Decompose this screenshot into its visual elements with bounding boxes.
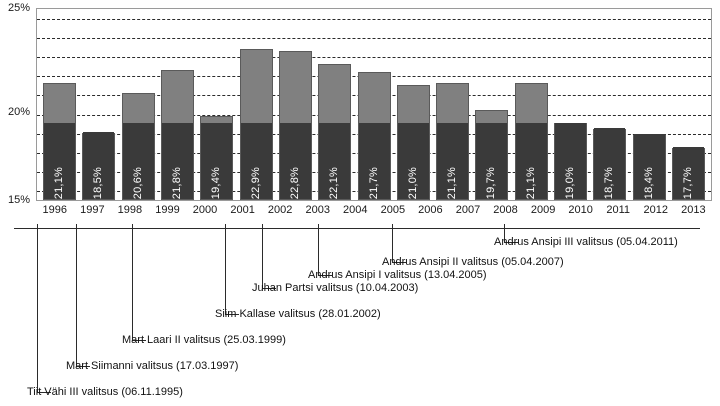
x-tick-2007: 2007	[455, 204, 481, 216]
annotation-label-1999: Mart Laari II valitsus (25.03.1999)	[122, 334, 286, 346]
bar-value-label: 21,1%	[524, 166, 537, 199]
x-tick-2008: 2008	[493, 204, 518, 216]
leader-line	[132, 228, 133, 340]
annotation-label-1996: Tiit Vähi III valitsus (06.11.1995)	[27, 386, 183, 398]
bar-2008[interactable]	[515, 83, 548, 200]
bar-slot	[315, 9, 354, 200]
x-tick-2010: 2010	[568, 204, 593, 216]
bar-slot	[394, 9, 433, 200]
bar-value-label: 22,1%	[328, 166, 341, 199]
bar-1999[interactable]	[161, 70, 194, 200]
leader-line	[225, 228, 226, 314]
bar-value-label: 19,7%	[485, 166, 498, 199]
x-tick-labels	[36, 201, 712, 216]
bar-slot	[590, 9, 629, 200]
bar-2011[interactable]	[633, 135, 666, 200]
x-tick-2011: 2011	[606, 204, 631, 216]
x-tick-1997: 1997	[80, 204, 105, 216]
bar-1996[interactable]	[43, 83, 76, 200]
bar-1997[interactable]	[82, 133, 115, 200]
y-axis	[0, 0, 34, 206]
bar-2005[interactable]	[397, 85, 430, 200]
bar-value-label: 21,8%	[171, 166, 184, 199]
x-tick-2012: 2012	[643, 204, 669, 216]
x-tick-2009: 2009	[530, 204, 556, 216]
bar-value-label: 22,8%	[288, 166, 301, 199]
bar-slot	[354, 9, 393, 200]
plot-frame	[36, 8, 712, 200]
bar-value-label: 19,0%	[564, 166, 576, 199]
bar-2000[interactable]	[200, 116, 233, 200]
leader-line	[76, 228, 77, 366]
x-tick-1998: 1998	[117, 204, 143, 216]
x-tick-2002: 2002	[267, 204, 293, 216]
bar-2001[interactable]	[240, 49, 273, 200]
bar-slot	[79, 9, 118, 200]
bar-value-label: 19,4%	[210, 166, 223, 199]
bar-value-label: 20,6%	[131, 166, 144, 199]
annotation-label-2003: Juhan Partsi valitsus (10.04.2003)	[252, 282, 419, 294]
bar-slot	[669, 9, 708, 200]
bar-slot	[119, 9, 158, 200]
bar-value-label: 18,5%	[92, 166, 105, 199]
bar-value-label: 21,1%	[53, 166, 66, 199]
bar-series	[37, 9, 711, 200]
bar-2003[interactable]	[318, 64, 351, 200]
bar-2002[interactable]	[279, 51, 312, 200]
leader-line	[318, 228, 319, 275]
bar-slot	[276, 9, 315, 200]
bar-2010[interactable]	[593, 129, 626, 200]
bar-slot	[40, 9, 79, 200]
annotation-label-2007: Andrus Ansipi II valitsus (05.04.2007)	[382, 256, 564, 268]
bar-value-label: 18,4%	[642, 166, 655, 199]
x-tick-2013: 2013	[681, 204, 706, 216]
bar-slot	[512, 9, 551, 200]
bar-slot	[236, 9, 275, 200]
x-tick-2005: 2005	[380, 204, 406, 216]
bar-2012[interactable]	[672, 148, 705, 200]
bar-value-label: 18,7%	[603, 166, 616, 199]
leader-line	[37, 228, 38, 392]
timeline-axis	[14, 228, 700, 229]
bar-2006[interactable]	[436, 83, 469, 200]
bar-value-label: 21,1%	[446, 166, 459, 199]
bar-slot	[472, 9, 511, 200]
x-tick-2006: 2006	[418, 204, 443, 216]
x-tick-2004: 2004	[343, 204, 368, 216]
x-tick-1999: 1999	[155, 204, 180, 216]
bar-1998[interactable]	[122, 93, 155, 200]
annotation-label-2005: Andrus Ansipi I valitsus (13.04.2005)	[308, 269, 487, 281]
leader-line	[262, 228, 263, 288]
bar-value-label: 21,7%	[367, 166, 380, 199]
y-tick-label: 15%	[7, 194, 30, 206]
y-tick-label: 25%	[7, 2, 30, 14]
annotation-timeline	[0, 222, 720, 406]
bar-2007[interactable]	[475, 110, 508, 200]
bar-2009[interactable]	[554, 123, 587, 200]
annotation-label-2011: Andrus Ansipi III valitsus (05.04.2011)	[494, 236, 678, 248]
bar-slot	[551, 9, 590, 200]
x-tick-2003: 2003	[305, 204, 330, 216]
bar-slot	[197, 9, 236, 200]
x-axis	[36, 200, 712, 222]
bar-slot	[433, 9, 472, 200]
bar-2004[interactable]	[358, 72, 391, 200]
annotation-label-1997: Mart Siimanni valitsus (17.03.1997)	[66, 360, 239, 372]
bar-value-label: 21,0%	[406, 166, 419, 199]
x-tick-2000: 2000	[192, 204, 218, 216]
x-tick-1996: 1996	[42, 204, 68, 216]
bar-slot	[158, 9, 197, 200]
annotation-label-2002: Siim Kallase valitsus (28.01.2002)	[215, 308, 381, 320]
x-tick-2001: 2001	[230, 204, 255, 216]
y-tick-label: 20%	[7, 106, 30, 118]
bar-value-label: 17,7%	[681, 166, 694, 199]
bar-value-label: 22,9%	[249, 166, 262, 199]
bar-slot	[629, 9, 668, 200]
